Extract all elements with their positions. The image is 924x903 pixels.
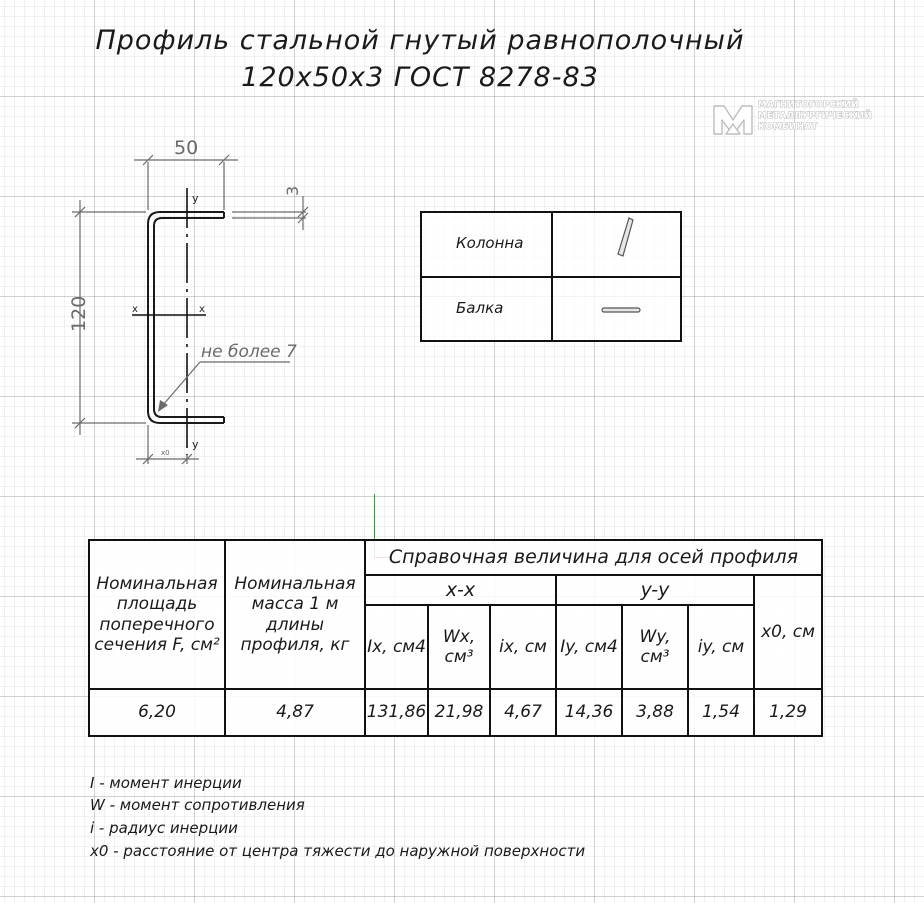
axis-y-top-label: y [192,192,199,205]
legend-line-x0: x0 - расстояние от центра тяжести до наружной поверхности [90,842,586,860]
value-Iy: 14,36 [556,689,622,736]
value-Ix: 131,86 [365,689,428,736]
usage-beam-label: Балка [456,299,504,317]
logo-text-line-2: МЕТАЛЛУРГИЧЕСКИЙ [758,111,873,121]
value-ix: 4,67 [490,689,556,736]
horizontal-bar-icon [602,308,640,312]
properties-table [88,539,823,737]
value-mass: 4,87 [225,689,365,736]
header-area: Номинальная площадь поперечного сечения F, см² [89,540,225,689]
legend-line-resistance: W - момент сопротивления [90,796,305,814]
title-line-2: 120x50x3 ГОСТ 8278-83 [241,62,599,93]
header-reference: Справочная величина для осей профиля [365,540,822,575]
value-Wy: 3,88 [622,689,688,736]
header-Ix: Ix, см4 [365,605,428,689]
header-ix: ix, см [490,605,556,689]
header-axis-yy: y-y [556,575,754,605]
dim-height-label: 120 [68,295,90,332]
value-area: 6,20 [89,689,225,736]
header-x0: x0, см [754,575,822,689]
profile-outer-contour [148,212,224,423]
header-Wx: Wx, см³ [428,605,490,689]
header-Wy: Wy, см³ [622,605,688,689]
usage-column-label: Колонна [456,234,524,252]
value-x0: 1,29 [754,689,822,736]
header-mass: Номинальная масса 1 м длины профиля, кг [225,540,365,689]
title-line-1: Профиль стальной гнутый равнополочный [95,25,745,56]
header-Iy: Iy, см4 [556,605,622,689]
legend-line-inertia: I - момент инерции [90,774,242,792]
usage-icons [422,213,684,344]
inclined-bar-icon [618,218,633,256]
dim-x0-label: x0 [161,449,170,457]
logo-text-line-3: КОМБИНАТ [758,122,818,132]
value-iy: 1,54 [688,689,754,736]
legend-line-radius: i - радиус инерции [90,819,238,837]
profile-inner-contour [154,218,224,417]
axis-y-bottom-label: y [192,438,199,451]
axis-x-right-label: x [199,304,205,315]
value-Wx: 21,98 [428,689,490,736]
logo-text-line-1: МАГНИТОГОРСКИЙ [758,100,859,110]
axis-x-left-label: x [132,304,138,315]
header-iy: iy, см [688,605,754,689]
dim-thickness-label: 3 [283,185,302,196]
header-axis-xx: x-x [365,575,556,605]
usage-table [420,211,682,342]
callout-label: не более 7 [201,342,297,362]
dim-width-label: 50 [174,137,199,159]
